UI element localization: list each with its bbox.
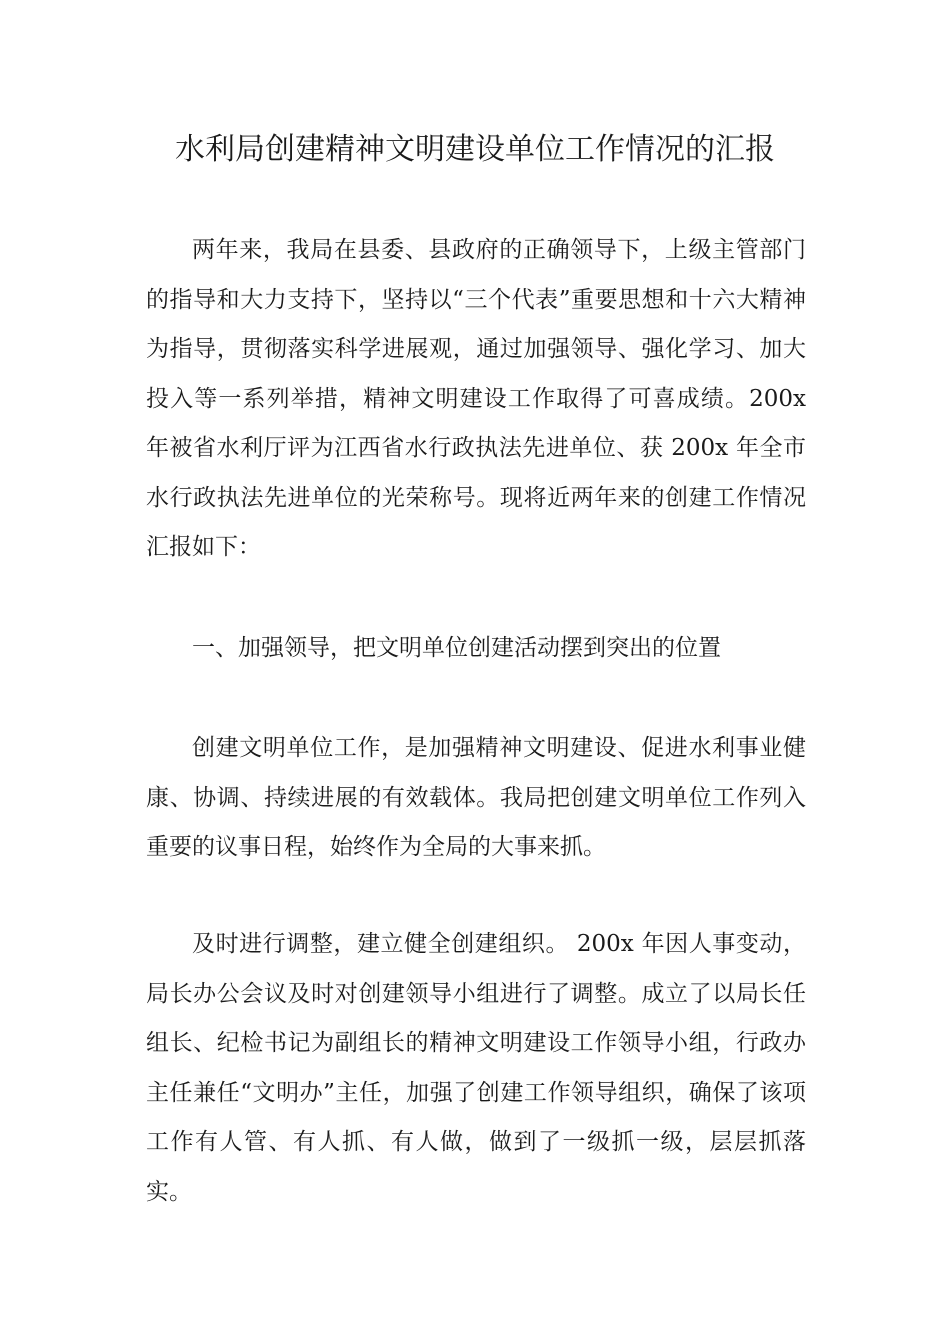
document-title: 水利局创建精神文明建设单位工作情况的汇报 bbox=[175, 132, 775, 167]
paragraph-organization: 及时进行调整，建立健全创建组织。 200x 年因人事变动，局长办公会议及时对创建领导小组进行了调整。成立了以局长任组长、纪检书记为副组长的精神文明建设工作领导小组，行政办主任兼任“文明办”主任，加强了创建工作领导组织，确保了该项工作有人管、有人抓、有人做，做到了一级抓一级，层层抓落实。 bbox=[146, 931, 806, 1205]
paragraph-section-1-body: 创建文明单位工作，是加强精神文明建设、促进水利事业健康、协调、持续进展的有效载体。我局把创建文明单位工作列入重要的议事日程，始终作为全局的大事来抓。 bbox=[146, 735, 806, 860]
paragraph-intro: 两年来，我局在县委、县政府的正确领导下，上级主管部门的指导和大力支持下，坚持以“三个代表”重要思想和十六大精神为指导，贯彻落实科学进展观，通过加强领导、强化学习、加大投入等一系列举措，精神文明建设工作取得了可喜成绩。200x 年被省水利厅评为江西省水行政执法先进单位、获 200x 年全市水行政执法先进单位的光荣称号。现将近两年来的创建工作情况汇报如下： bbox=[146, 237, 806, 560]
section-heading-1: 一、加强领导，把文明单位创建活动摆到突出的位置 bbox=[192, 635, 721, 661]
